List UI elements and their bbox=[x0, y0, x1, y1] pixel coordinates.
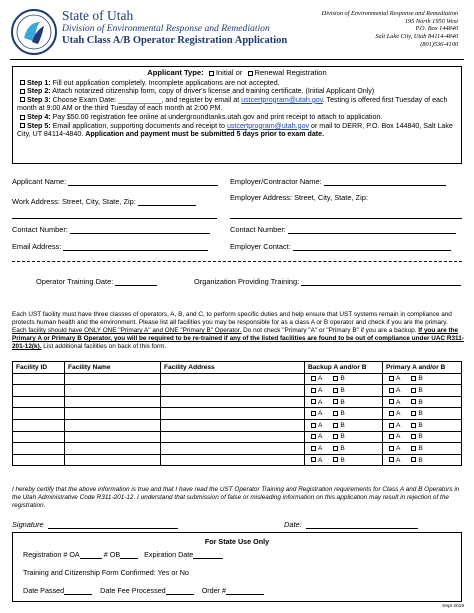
table-row bbox=[13, 385, 462, 397]
backup-b-label: B bbox=[340, 421, 345, 429]
primary-a-checkbox[interactable] bbox=[389, 434, 394, 439]
training-date-label: Operator Training Date: bbox=[36, 277, 114, 286]
para-primary-rule: Each facility should have ONLY ONE "Primary A" and ONE "Primary B" Operator. bbox=[12, 327, 242, 335]
step3-checkbox[interactable] bbox=[20, 97, 25, 102]
training-confirmed-label: Training and Citizenship Form Confirmed: Yes or No bbox=[23, 568, 189, 577]
operator-requirements-paragraph bbox=[12, 311, 464, 351]
facility-address-cell[interactable] bbox=[161, 443, 305, 455]
date-fee-processed-label: Date Fee Processed bbox=[100, 586, 166, 595]
para-additional-note: List additional facilities on back of this form. bbox=[41, 343, 167, 351]
step-2 bbox=[17, 87, 457, 96]
step3-email-link[interactable]: ustcertprogram@utah.gov bbox=[241, 95, 323, 104]
facility-address-cell[interactable] bbox=[161, 431, 305, 443]
ob-line[interactable] bbox=[120, 551, 138, 559]
facility-name-cell[interactable] bbox=[65, 431, 161, 443]
primary-a-label: A bbox=[396, 444, 401, 452]
backup-cell bbox=[305, 408, 383, 420]
backup-a-checkbox[interactable] bbox=[311, 434, 316, 439]
backup-cell bbox=[305, 385, 383, 397]
training-provider-label: Organization Providing Training: bbox=[194, 277, 300, 286]
section-divider bbox=[12, 261, 462, 262]
revision-date: Sept 2019 bbox=[442, 604, 464, 609]
registration-oa-line[interactable] bbox=[80, 551, 102, 559]
backup-cell bbox=[305, 443, 383, 455]
primary-a-checkbox[interactable] bbox=[389, 446, 394, 451]
form-title: Utah Class A/B Operator Registration Application bbox=[62, 35, 288, 46]
backup-b-label: B bbox=[340, 456, 345, 464]
step-4 bbox=[17, 113, 457, 122]
contact-number-line[interactable] bbox=[70, 226, 210, 234]
facility-name-cell[interactable] bbox=[65, 408, 161, 420]
employer-address-field[interactable] bbox=[230, 193, 368, 202]
primary-cell bbox=[383, 373, 462, 385]
facility-id-cell[interactable] bbox=[13, 431, 65, 443]
primary-b-label: B bbox=[418, 444, 423, 452]
para-text: Each UST facility must have three classes of operators, A, B, and C, to perform specific duties and help ensure that UST systems remain in compliance and protects human health and the environment. Please list all facilities you may be responsible for as a class A or B operator and check if you are the primary. bbox=[12, 311, 452, 327]
work-address-field[interactable] bbox=[12, 197, 196, 206]
utah-deq-seal-logo bbox=[10, 8, 58, 56]
primary-a-checkbox[interactable] bbox=[389, 399, 394, 404]
division-address bbox=[288, 10, 458, 49]
state-use-title: For State Use Only bbox=[204, 537, 270, 546]
backup-b-checkbox[interactable] bbox=[333, 434, 338, 439]
backup-a-checkbox[interactable] bbox=[311, 399, 316, 404]
date-line[interactable] bbox=[306, 521, 418, 529]
backup-b-checkbox[interactable] bbox=[333, 376, 338, 381]
backup-cell bbox=[305, 396, 383, 408]
backup-a-label: A bbox=[318, 386, 323, 394]
primary-b-checkbox[interactable] bbox=[411, 376, 416, 381]
primary-b-checkbox[interactable] bbox=[411, 399, 416, 404]
step5-deadline: Application and payment must be submitted 5 days prior to exam date. bbox=[85, 130, 325, 139]
col-facility-id: Facility ID bbox=[13, 362, 65, 374]
backup-b-label: B bbox=[340, 375, 345, 383]
primary-cell bbox=[383, 419, 462, 431]
step-1 bbox=[17, 79, 457, 88]
primary-cell bbox=[383, 396, 462, 408]
state-title: State of Utah bbox=[62, 8, 134, 23]
facility-name-cell[interactable] bbox=[65, 443, 161, 455]
step5-text: Email application, supporting documents and receipt to bbox=[52, 121, 227, 130]
address-line: (801)536-4100 bbox=[420, 40, 458, 48]
backup-b-label: B bbox=[340, 444, 345, 452]
training-provider-line[interactable] bbox=[301, 278, 461, 286]
applicant-name-line[interactable] bbox=[68, 178, 218, 186]
step1-label: Step 1: bbox=[27, 78, 51, 87]
facility-address-cell[interactable] bbox=[161, 373, 305, 385]
processing-row bbox=[23, 586, 264, 595]
primary-b-checkbox[interactable] bbox=[411, 388, 416, 393]
backup-a-checkbox[interactable] bbox=[311, 423, 316, 428]
step1-checkbox[interactable] bbox=[20, 80, 25, 85]
backup-b-checkbox[interactable] bbox=[333, 411, 338, 416]
primary-b-label: B bbox=[418, 386, 423, 394]
employer-name-field[interactable] bbox=[230, 177, 446, 186]
date-label: Date: bbox=[284, 520, 302, 529]
backup-a-label: A bbox=[318, 444, 323, 452]
address-line: P.O. Box 144840 bbox=[415, 25, 458, 33]
step4-checkbox[interactable] bbox=[20, 115, 25, 120]
backup-b-label: B bbox=[340, 410, 345, 418]
backup-b-checkbox[interactable] bbox=[333, 399, 338, 404]
facility-name-cell[interactable] bbox=[65, 419, 161, 431]
step1-text: Fill out application completely. Incomplete applications are not accepted. bbox=[52, 78, 280, 87]
backup-b-label: B bbox=[340, 386, 345, 394]
facility-address-cell[interactable] bbox=[161, 408, 305, 420]
address-line: 195 North 1950 West bbox=[404, 17, 458, 25]
step3-label: Step 3: bbox=[27, 95, 51, 104]
facility-id-cell[interactable] bbox=[13, 385, 65, 397]
facility-id-cell[interactable] bbox=[13, 454, 65, 466]
backup-cell bbox=[305, 431, 383, 443]
date-field[interactable] bbox=[284, 520, 418, 529]
table-row bbox=[13, 443, 462, 455]
ob-label: # OB bbox=[103, 550, 121, 559]
step-3 bbox=[17, 96, 457, 113]
step5-text-cont: or mail to DERR, P.O. Box 144840, Salt Lake City, UT 84114-4840. bbox=[17, 121, 453, 139]
step5-checkbox[interactable] bbox=[20, 123, 25, 128]
primary-a-checkbox[interactable] bbox=[389, 423, 394, 428]
primary-b-checkbox[interactable] bbox=[411, 457, 416, 462]
primary-a-label: A bbox=[396, 456, 401, 464]
employer-name-label: Employer/Contractor Name: bbox=[230, 177, 322, 186]
initial-label: Initial or bbox=[215, 68, 243, 77]
facility-address-cell[interactable] bbox=[161, 454, 305, 466]
primary-cell bbox=[383, 408, 462, 420]
para-backup-note: Do not check "Primary "A" or "Primary B" if you are a backup. bbox=[241, 327, 419, 335]
renewal-label: Renewal Registration bbox=[254, 68, 327, 77]
primary-cell bbox=[383, 443, 462, 455]
certification-statement: I hereby certify that the above information is true and that I have read the UST Operator Training and Registration requirements for Class A and B Operators in the Utah Administrative Code R311-201-12. I understand that submission of false or misleading information on this application may result in rejection of the registration. bbox=[12, 486, 460, 510]
applicant-type-row bbox=[17, 69, 457, 78]
signature-label: Signature bbox=[12, 520, 44, 529]
backup-b-label: B bbox=[340, 398, 345, 406]
employer-name-line[interactable] bbox=[324, 178, 446, 186]
division-name: Division of Environmental Response and Remediation bbox=[62, 23, 270, 34]
training-date-field[interactable] bbox=[36, 277, 157, 286]
initial-checkbox[interactable] bbox=[209, 71, 214, 76]
state-use-box bbox=[12, 532, 462, 602]
applicant-name-field[interactable] bbox=[12, 177, 218, 186]
backup-a-checkbox[interactable] bbox=[311, 388, 316, 393]
order-line[interactable] bbox=[226, 587, 264, 595]
employer-contact-number-label: Contact Number: bbox=[230, 225, 286, 234]
primary-b-checkbox[interactable] bbox=[411, 423, 416, 428]
email-address-label: Email Address: bbox=[12, 242, 62, 251]
header-rule bbox=[10, 59, 464, 60]
backup-a-checkbox[interactable] bbox=[311, 411, 316, 416]
primary-a-label: A bbox=[396, 421, 401, 429]
step2-label: Step 2: bbox=[27, 87, 51, 96]
facility-id-cell[interactable] bbox=[13, 443, 65, 455]
primary-cell bbox=[383, 431, 462, 443]
step5-label: Step 5: bbox=[27, 121, 51, 130]
primary-b-checkbox[interactable] bbox=[411, 411, 416, 416]
primary-a-label: A bbox=[396, 386, 401, 394]
table-row bbox=[13, 454, 462, 466]
primary-a-label: A bbox=[396, 398, 401, 406]
email-address-field[interactable] bbox=[12, 242, 208, 251]
backup-b-checkbox[interactable] bbox=[333, 446, 338, 451]
work-address-line-2[interactable] bbox=[12, 211, 217, 219]
training-provider-field[interactable] bbox=[194, 277, 461, 286]
table-row bbox=[13, 373, 462, 385]
expiration-date-label: Expiration Date bbox=[144, 550, 194, 559]
para-retrain-warning: If you are the Primary A or Primary B Operator, you will be required to be re-trained if any of the listed facilities are found to be out of compliance under UAC R311-201-12(k). bbox=[12, 327, 464, 351]
training-date-line[interactable] bbox=[115, 278, 157, 286]
employer-address-line-2[interactable] bbox=[230, 211, 462, 219]
backup-cell bbox=[305, 419, 383, 431]
date-passed-line[interactable] bbox=[64, 587, 92, 595]
table-row bbox=[13, 431, 462, 443]
facility-name-cell[interactable] bbox=[65, 396, 161, 408]
backup-b-checkbox[interactable] bbox=[333, 388, 338, 393]
step5-email-link[interactable]: ustcertprogram@utah.gov bbox=[226, 121, 310, 130]
facility-id-cell[interactable] bbox=[13, 373, 65, 385]
primary-a-checkbox[interactable] bbox=[389, 376, 394, 381]
facility-name-cell[interactable] bbox=[65, 373, 161, 385]
primary-b-checkbox[interactable] bbox=[411, 446, 416, 451]
primary-b-label: B bbox=[418, 375, 423, 383]
work-address-line[interactable] bbox=[138, 198, 196, 206]
primary-b-label: B bbox=[418, 398, 423, 406]
backup-a-checkbox[interactable] bbox=[311, 457, 316, 462]
facility-name-cell[interactable] bbox=[65, 454, 161, 466]
address-line: Division of Environmental Response and Remediation bbox=[321, 10, 458, 17]
backup-cell bbox=[305, 373, 383, 385]
employer-contact-field[interactable] bbox=[230, 242, 451, 251]
facility-address-cell[interactable] bbox=[161, 419, 305, 431]
employer-contact-line[interactable] bbox=[293, 243, 451, 251]
primary-a-label: A bbox=[396, 410, 401, 418]
step4-text: Pay $50.00 registration fee online at undergroundtanks.utah.gov and print receipt to attach to application. bbox=[52, 112, 383, 121]
expiration-date-line[interactable] bbox=[193, 551, 223, 559]
table-header-row bbox=[13, 362, 462, 374]
employer-address-label: Employer Address: Street, City, State, Zip: bbox=[230, 193, 368, 202]
facility-id-cell[interactable] bbox=[13, 419, 65, 431]
primary-b-checkbox[interactable] bbox=[411, 434, 416, 439]
col-facility-name: Facility Name bbox=[65, 362, 161, 374]
backup-b-label: B bbox=[340, 433, 345, 441]
col-backup: Backup A and/or B bbox=[305, 362, 383, 374]
backup-a-checkbox[interactable] bbox=[311, 446, 316, 451]
backup-a-label: A bbox=[318, 421, 323, 429]
col-primary: Primary A and/or B bbox=[383, 362, 462, 374]
backup-a-label: A bbox=[318, 375, 323, 383]
employer-contact-label: Employer Contact: bbox=[230, 242, 291, 251]
primary-b-label: B bbox=[418, 410, 423, 418]
table-row bbox=[13, 419, 462, 431]
step3-text: Choose Exam Date: ___________, and register by email at bbox=[52, 95, 242, 104]
step4-label: Step 4: bbox=[27, 112, 51, 121]
address-line: Salt Lake City, Utah 84114-4840 bbox=[375, 33, 458, 41]
facility-name-cell[interactable] bbox=[65, 385, 161, 397]
applicant-name-label: Applicant Name: bbox=[12, 177, 67, 186]
step3-text-cont: . Testing is offered first Tuesday of each month at 9:00 AM or the third Tuesday of each month at 2:00 PM. bbox=[17, 95, 448, 113]
instructions-box bbox=[12, 66, 462, 164]
facility-id-cell[interactable] bbox=[13, 396, 65, 408]
primary-a-checkbox[interactable] bbox=[389, 411, 394, 416]
registration-row bbox=[23, 550, 223, 559]
facility-id-cell[interactable] bbox=[13, 408, 65, 420]
primary-b-label: B bbox=[418, 456, 423, 464]
employer-contact-number-line[interactable] bbox=[288, 226, 456, 234]
primary-b-label: B bbox=[418, 421, 423, 429]
date-fee-processed-line[interactable] bbox=[166, 587, 194, 595]
facility-address-cell[interactable] bbox=[161, 385, 305, 397]
primary-cell bbox=[383, 454, 462, 466]
backup-cell bbox=[305, 454, 383, 466]
primary-a-checkbox[interactable] bbox=[389, 457, 394, 462]
contact-number-label: Contact Number: bbox=[12, 225, 68, 234]
step-5 bbox=[17, 122, 457, 139]
applicant-type-label: Applicant Type: bbox=[147, 68, 204, 77]
step2-checkbox[interactable] bbox=[20, 89, 25, 94]
primary-cell bbox=[383, 385, 462, 397]
backup-a-label: A bbox=[318, 433, 323, 441]
signature-line[interactable] bbox=[48, 521, 178, 529]
backup-a-label: A bbox=[318, 410, 323, 418]
primary-a-checkbox[interactable] bbox=[389, 388, 394, 393]
facility-address-cell[interactable] bbox=[161, 396, 305, 408]
table-row bbox=[13, 408, 462, 420]
primary-a-label: A bbox=[396, 375, 401, 383]
facility-table bbox=[12, 361, 462, 466]
primary-b-label: B bbox=[418, 433, 423, 441]
order-label: Order # bbox=[201, 586, 227, 595]
backup-a-checkbox[interactable] bbox=[311, 376, 316, 381]
registration-oa-label: Registration # OA bbox=[23, 550, 80, 559]
backup-a-label: A bbox=[318, 398, 323, 406]
employer-contact-number-field[interactable] bbox=[230, 225, 456, 234]
backup-b-checkbox[interactable] bbox=[333, 457, 338, 462]
contact-number-field[interactable] bbox=[12, 225, 210, 234]
email-address-line[interactable] bbox=[63, 243, 208, 251]
work-address-label: Work Address: Street, City, State, Zip: bbox=[12, 197, 136, 206]
step2-text: Attach notarized citizenship form, copy of driver's license and training certificate. (Initial Applicant Only) bbox=[52, 87, 375, 96]
col-facility-address: Facility Address bbox=[161, 362, 305, 374]
primary-a-label: A bbox=[396, 433, 401, 441]
training-confirmed-row bbox=[23, 568, 189, 577]
date-passed-label: Date Passed bbox=[23, 586, 65, 595]
renewal-checkbox[interactable] bbox=[248, 71, 253, 76]
backup-b-checkbox[interactable] bbox=[333, 423, 338, 428]
signature-field[interactable] bbox=[12, 520, 178, 529]
backup-a-label: A bbox=[318, 456, 323, 464]
table-row bbox=[13, 396, 462, 408]
